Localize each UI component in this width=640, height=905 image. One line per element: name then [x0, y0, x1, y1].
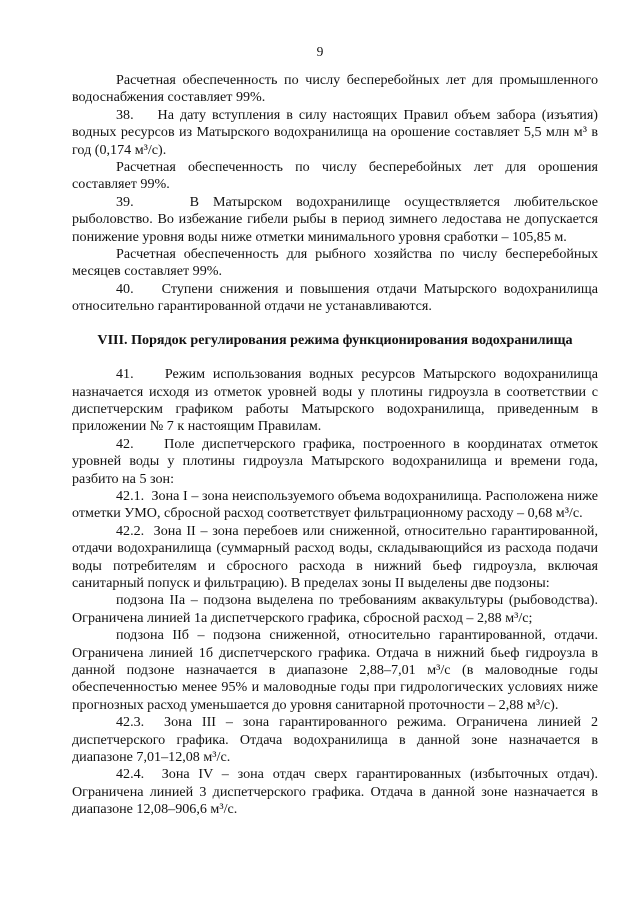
paragraph-fishery-reliability: Расчетная обеспеченность для рыбного хозяйства по числу бесперебойных месяцев составляет 99%. — [72, 246, 598, 280]
page-number: 9 — [316, 44, 324, 59]
paragraph-38: 38. На дату вступления в силу настоящих Правил объем забора (изъятия) водных ресурсов из Матырского водохранилища на орошение составляет 5,5 млн м³ в год (0,174 м³/с). — [72, 106, 598, 158]
paragraph-42-1: 42.1. Зона I – зона неиспользуемого объема водохранилища. Расположена ниже отметки УМО, сбросной расход соответствует фильтрационному расходу – 0,68 м³/с. — [72, 487, 598, 522]
subzone-2a: подзона IIа – подзона выделена по требованиям аквакультуры (рыбоводства). Ограничена линией 1а диспетчерского графика, сбросной расход – 2,88 м³/с; — [72, 592, 598, 626]
paragraph-irrigation-reliability: Расчетная обеспеченность по числу бесперебойных лет для орошения составляет 99%. — [72, 159, 598, 193]
paragraph-42-2: 42.2. Зона II – зона перебоев или сниженной, относительно гарантированной, отдачи водохранилища (суммарный расход воды, складывающийся из расхода подачи воды потребителям и сбросного расхода в нижний бьеф гидроузла, включая санитарный попуск и фильтрацию). В пределах зоны II выделены две подзоны: — [72, 522, 598, 591]
paragraph-water-supply-reliability: Расчетная обеспеченность по числу бесперебойных лет для промышленного водоснабжения составляет 99%. — [72, 72, 598, 106]
paragraph-42: 42. Поле диспетчерского графика, построенного в координатах отметок уровней воды у плотины гидроузла Матырского водохранилища и времени года, разбито на 5 зон: — [72, 435, 598, 487]
paragraph-41: 41. Режим использования водных ресурсов Матырского водохранилища назначается исходя из отметок уровней воды у плотины гидроузла в соответствии с диспетчерским графиком работы Матырского водохранилища, приведенным в приложении № 7 к настоящим Правилам. — [72, 366, 598, 435]
paragraph-40: 40. Ступени снижения и повышения отдачи Матырского водохранилища относительно гарантированной отдачи не устанавливаются. — [72, 280, 598, 315]
subzone-2b: подзона IIб – подзона сниженной, относительно гарантированной, отдачи. Ограничена линией 1б диспетчерского графика. Отдача в нижний бьеф гидроузла в данной подзоне назначается в диапазоне 2,88–7,01 м³/с (в маловодные годы обеспеченностью менее 95% и маловодные годы при гидрологических условиях ниже прогнозных расход уменьшается до уровня санитарной проточности – 2,88 м³/с). — [72, 627, 598, 713]
paragraph-42-3: 42.3. Зона III – зона гарантированного режима. Ограничена линией 2 диспетчерского графика. Отдача водохранилища в данной зоне назначается в диапазоне 7,01–12,08 м³/с. — [72, 714, 598, 766]
paragraph-42-4: 42.4. Зона IV – зона отдач сверх гарантированных (избыточных отдач). Ограничена линией 3 диспетчерского графика. Отдача в данной зоне назначается в диапазоне 12,08–906,6 м³/с. — [72, 766, 598, 818]
section-heading: VIII. Порядок регулирования режима функционирования водохранилища — [97, 331, 573, 348]
document-body — [72, 72, 598, 819]
paragraph-39: 39. В Матырском водохранилище осуществляется любительское рыболовство. Во избежание гибели рыбы в период зимнего ледостава не допускается понижение уровня воды ниже отметки минимального уровня сработки – 105,85 м. — [72, 193, 598, 245]
